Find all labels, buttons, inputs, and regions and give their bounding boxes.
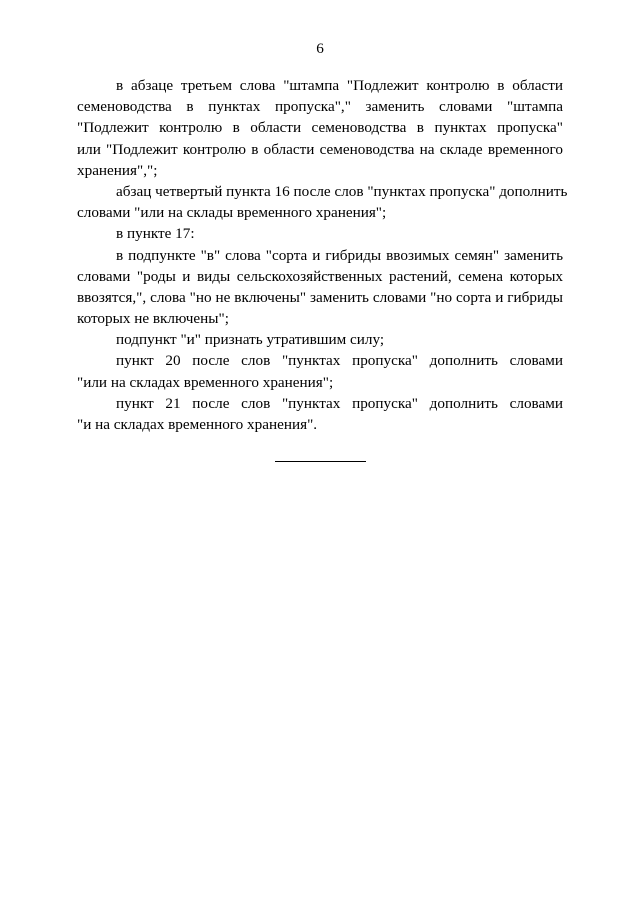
text-line: или "Подлежит контролю в области семеноводства на складе временного bbox=[77, 140, 563, 158]
page-number: 6 bbox=[316, 40, 324, 57]
text-line: ввозятся,", слова "но не включены" заменить словами "но сорта и гибриды bbox=[77, 288, 563, 306]
paragraph bbox=[77, 329, 563, 350]
text-line: подпункт "и" признать утратившим силу; bbox=[116, 331, 385, 349]
text-line: словами "или на склады временного хранения"; bbox=[77, 204, 387, 222]
text-line: в пункте 17: bbox=[116, 225, 195, 243]
text-line: "Подлежит контролю в области семеноводства в пунктах пропуска" bbox=[77, 119, 563, 137]
paragraph bbox=[77, 245, 563, 330]
paragraph bbox=[77, 223, 563, 244]
document-body bbox=[77, 75, 568, 435]
text-line: в абзаце третьем слова "штампа "Подлежит контролю в области bbox=[116, 77, 563, 94]
text-line: пункт 21 после слов "пунктах пропуска" дополнить словами bbox=[116, 394, 563, 412]
text-line: которых не включены"; bbox=[77, 310, 229, 328]
text-line: хранения","; bbox=[77, 161, 158, 179]
text-line: "или на складах временного хранения"; bbox=[77, 373, 334, 391]
text-line: семеноводства в пунктах пропуска"," заменить словами "штампа bbox=[77, 98, 563, 116]
text-line: в подпункте "в" слова "сорта и гибриды ввозимых семян" заменить bbox=[116, 246, 563, 264]
text-line: "и на складах временного хранения". bbox=[77, 416, 318, 433]
text-line: абзац четвертый пункта 16 после слов "пунктах пропуска" дополнить bbox=[116, 182, 568, 200]
paragraph bbox=[77, 350, 563, 392]
text-line: пункт 20 после слов "пунктах пропуска" дополнить словами bbox=[116, 352, 563, 370]
end-rule-divider bbox=[275, 461, 366, 462]
paragraph bbox=[77, 75, 563, 181]
text-line: словами "роды и виды сельскохозяйственных растений, семена которых bbox=[77, 267, 563, 285]
paragraph bbox=[77, 181, 568, 223]
paragraph bbox=[77, 393, 563, 435]
